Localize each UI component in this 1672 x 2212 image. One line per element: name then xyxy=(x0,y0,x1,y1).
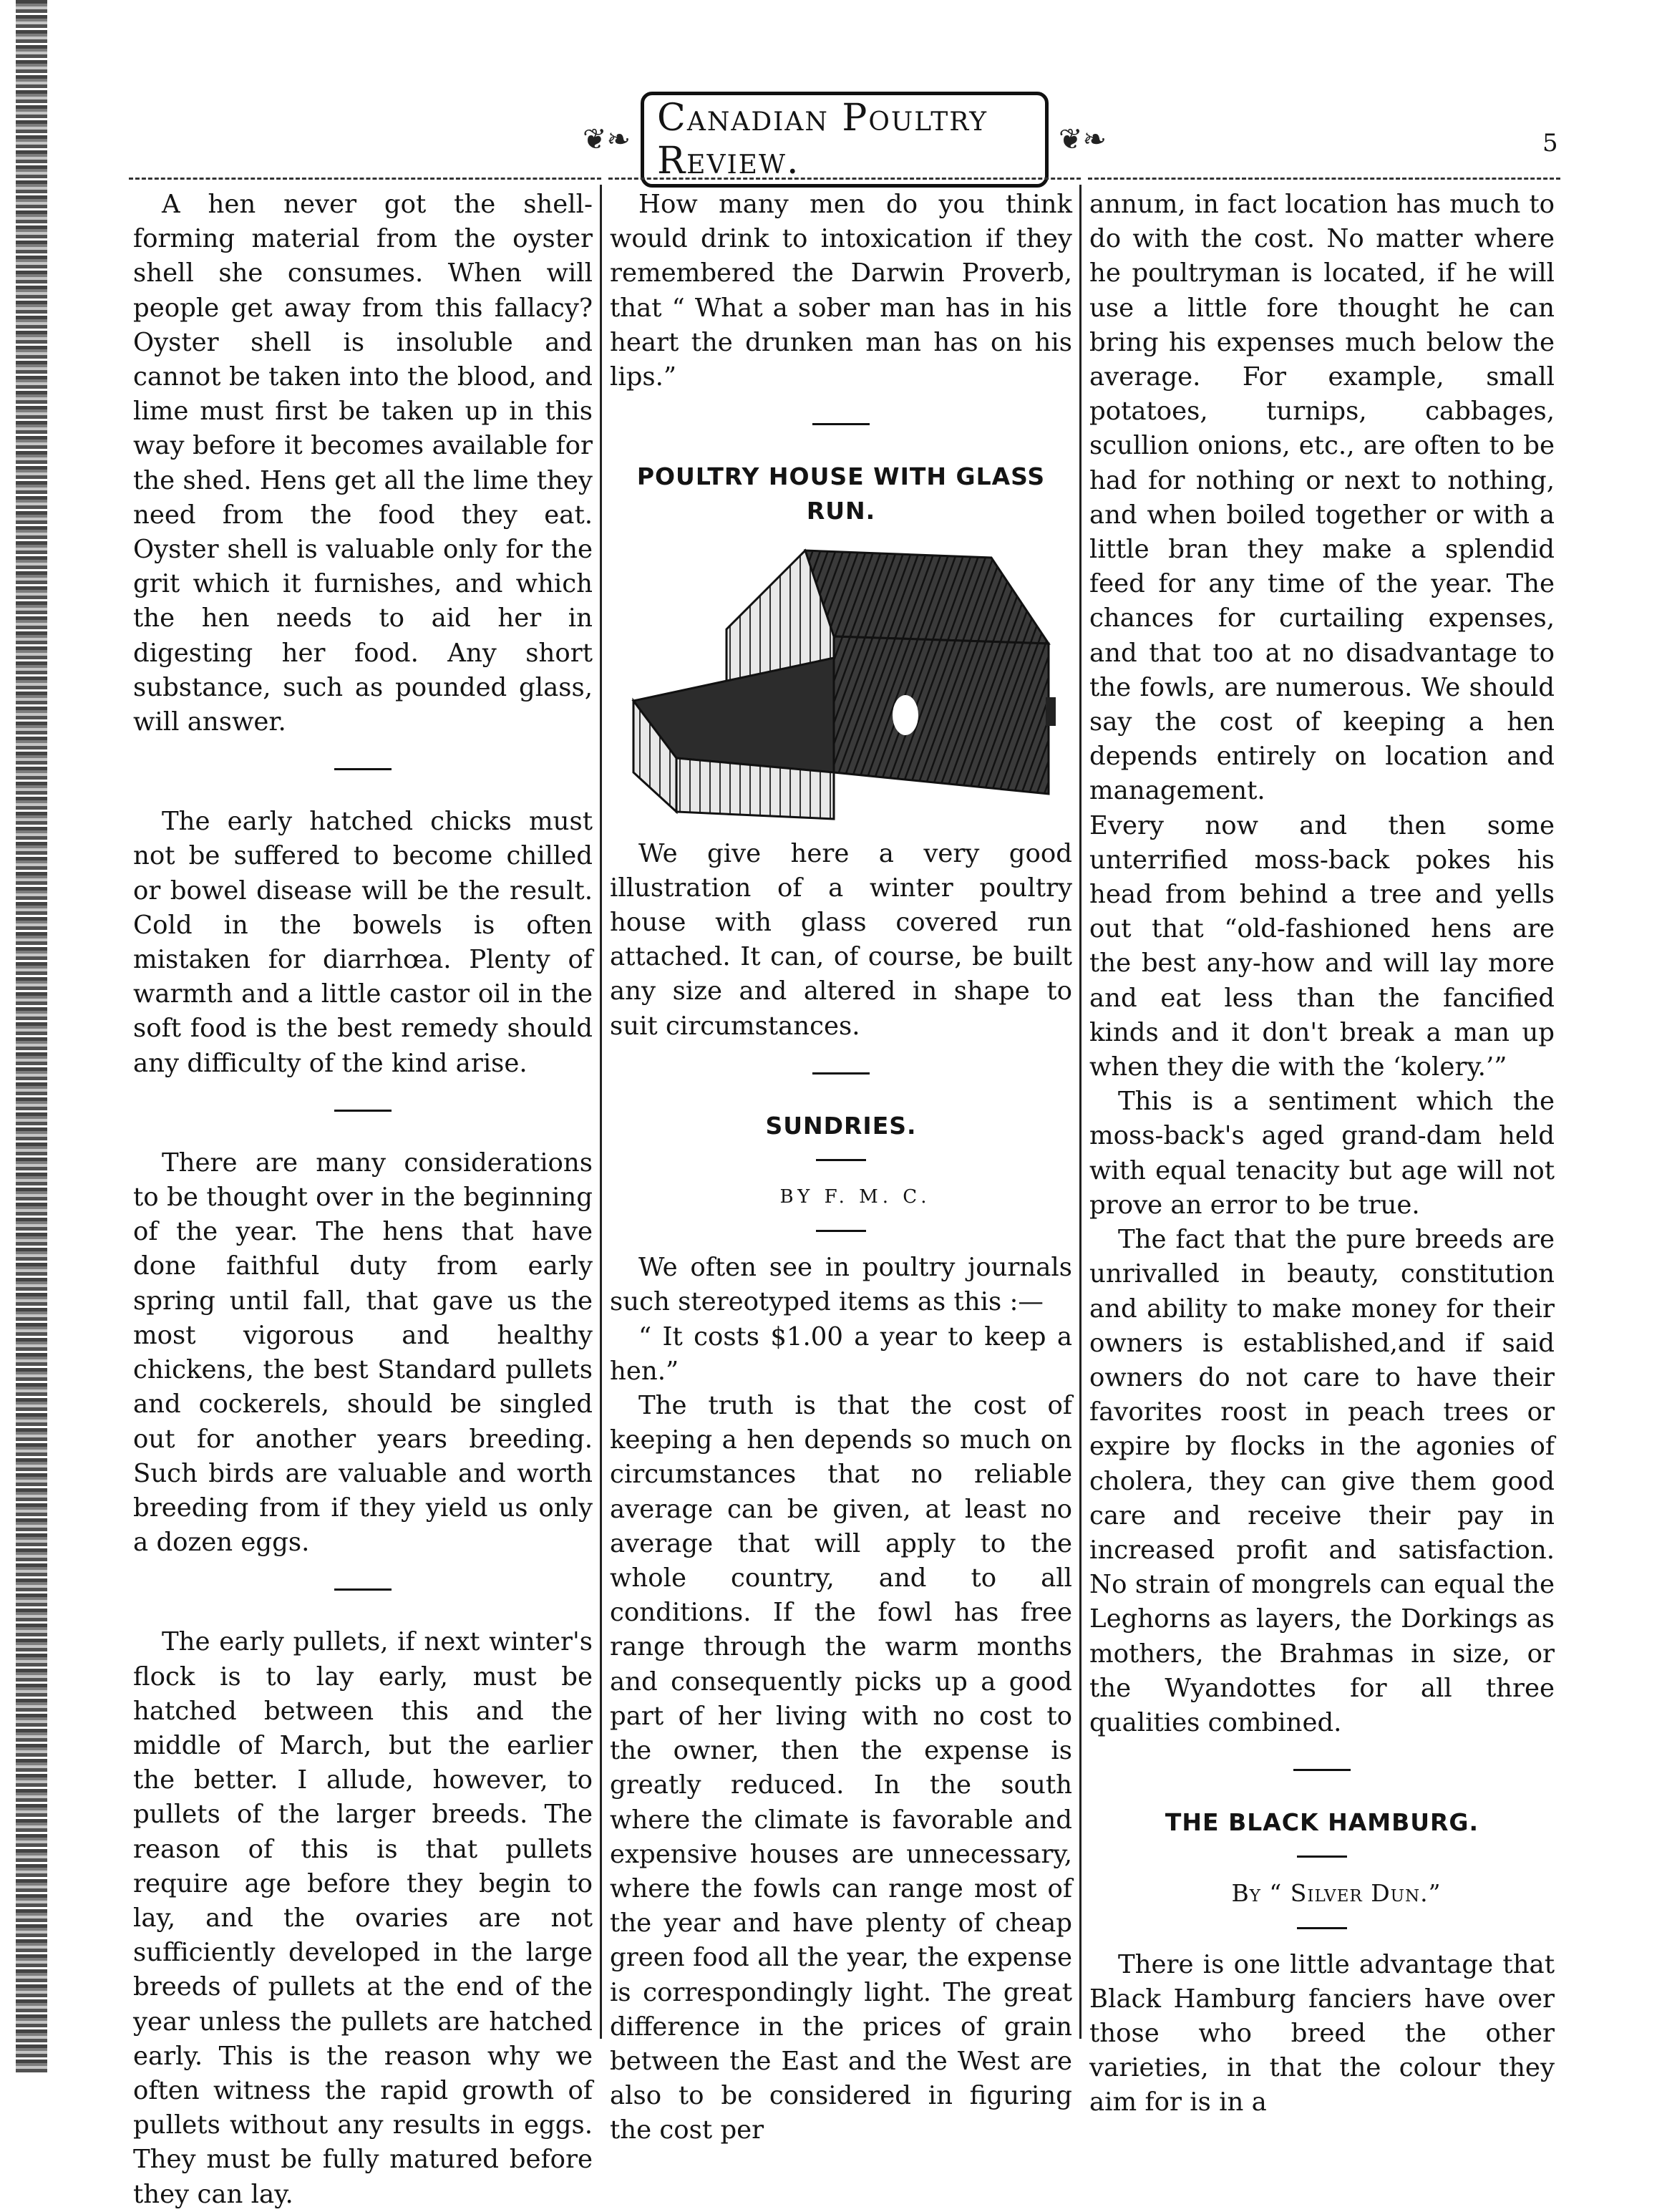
section-separator xyxy=(816,1230,866,1232)
section-separator xyxy=(816,1159,866,1161)
section-separator xyxy=(1297,1927,1347,1929)
paragraph-cost-of-keeping: The truth is that the cost of keeping a hen depends so much on circumstances that no reliable average can be given, at least no average that will apply to the whole country, and to all conditions. If the fowl has free range through the warm months and consequently picks up a good part of her living with no cost to the owner, then the expense is greatly reduced. In the south where the climate is favorable and expensive houses are unnecessary, where the fowls can range most of the year and have plenty of cheap green food all the year, the expense is correspondingly light. The great difference in the prices of grain between the East and the West are also to be considered in figuring the cost per xyxy=(610,1391,1072,2145)
paragraph-illustration-description: We give here a very good illustration of a winter poultry house with glass covered run attached. It can, of course, be built any size and altered in shape to suit circumstances. xyxy=(610,838,1072,1041)
section-separator xyxy=(812,1072,870,1075)
header-rule-right xyxy=(1088,178,1560,180)
ornament-left-icon: ❦❧ xyxy=(583,123,631,156)
quote-cost-of-hen: “ It costs $1.00 a year to keep a hen.” xyxy=(610,1321,1072,1386)
article-heading-black-hamburg: THE BLACK HAMBURG. xyxy=(1165,1808,1479,1837)
paragraph-darwin-proverb: How many men do you think would drink to intoxication if they remembered the Darwin Proverb, that “ What a sober man has in his heart the drunken man has on his lips.” xyxy=(610,190,1072,392)
header-rule-left xyxy=(129,178,601,180)
section-separator xyxy=(1297,1856,1347,1858)
paragraph-stereotyped-items: We often see in poultry journals such stereotyped items as this :— xyxy=(610,1253,1072,1317)
header-rule-middle xyxy=(608,178,1081,180)
poultry-house-illustration xyxy=(619,536,1063,823)
paragraph-oyster-shell: A hen never got the shell-forming material from the oyster shell she consumes. When will people get away from this fallacy? Oyster shell is insoluble and cannot be taken into the blood, and lime must first be taken up in this way before it becomes available for the shed. Hens get all the lime they need from the food they eat. Oyster shell is valuable only for the grit which it furnishes, and which the hen needs to aid her in digesting her food. Any short substance, such as pounded glass, will answer. xyxy=(133,190,593,737)
paragraph-black-hamburg: There is one little advantage that Black Hamburg fanciers have over those who breed the other varieties, in that the colour they aim for is in a xyxy=(1089,1949,1555,2118)
column-divider-1 xyxy=(600,185,602,2039)
section-separator xyxy=(1293,1769,1351,1771)
article-byline-fmc: BY F. M. C. xyxy=(779,1186,931,1208)
paragraph-moss-back: Every now and then some unterrified moss-back pokes his head from behind a tree and yells out that “old-fashioned hens are the best any-how and will lay more and eat less than the fancified kinds and it don't break a man up when they die with the ‘kolery.’” xyxy=(1089,810,1555,1082)
column-3 xyxy=(1089,188,1555,2120)
section-separator xyxy=(334,1110,392,1112)
page-binding-edge xyxy=(16,0,47,2075)
publication-title: Canadian Poultry Review. xyxy=(641,92,1049,188)
column-2 xyxy=(610,188,1072,2148)
section-separator xyxy=(812,423,870,425)
page-number: 5 xyxy=(1542,129,1558,157)
paragraph-considerations: There are many considerations to be thought over in the beginning of the year. The hens that have done faithful duty from early spring until fall, that gave us the most vigorous and healthy chickens, the best Standard pullets and cockerels, should be singled out for another years breeding. Such birds are valuable and worth breeding from if they yield us only a dozen eggs. xyxy=(133,1148,593,1558)
section-separator xyxy=(334,1588,392,1591)
article-byline-silver-dun: By “ Silver Dun.” xyxy=(1231,1879,1442,1908)
column-1 xyxy=(133,188,593,2212)
paragraph-early-chicks: The early hatched chicks must not be suffered to become chilled or bowel disease will be the result. Cold in the bowels is often mistaken for diarrhœa. Plenty of warmth and a little castor oil in the soft food is the best remedy should any difficulty of the kind arise. xyxy=(133,807,593,1078)
paragraph-sentiment: This is a sentiment which the moss-back's aged grand-dam held with equal tenacity but age will not prove an error to be true. xyxy=(1089,1087,1555,1220)
article-heading-poultry-house: POULTRY HOUSE WITH GLASS RUN. xyxy=(636,462,1046,525)
column-divider-2 xyxy=(1079,185,1082,2039)
article-heading-sundries: SUNDRIES. xyxy=(765,1111,917,1140)
masthead xyxy=(573,97,1117,183)
section-separator xyxy=(334,768,392,770)
paragraph-pure-breeds: The fact that the pure breeds are unrivalled in beauty, constitution and ability to make money for their owners is established,and if said owners do not care to have their favorites roost in peach trees or expire by flocks in the agonies of cholera, they can give them good care and receive their pay in increased profit and satisfaction. No strain of mongrels can equal the Leghorns as layers, the Dorkings as mothers, the Brahmas in size, or the Wyandottes for all three qualities combined. xyxy=(1089,1225,1555,1737)
ornament-right-icon: ❦❧ xyxy=(1058,123,1107,156)
paragraph-location-cost: annum, in fact location has much to do with the cost. No matter where he poultryman is located, if he will use a little fore thought he can bring his expenses much below the average. For example, small potatoes, turnips, cabbages, scullion onions, etc., are often to be had for nothing or next to nothing, and when boiled together or with a little bran they make a splendid feed for any time of the year. The chances for curtailing expenses, and that too at no disadvantage to the fowls, are numerous. We should say the cost of keeping a hen depends entirely on location and management. xyxy=(1089,190,1555,806)
paragraph-early-pullets: The early pullets, if next winter's flock is to lay early, must be hatched between this and the middle of March, but the earlier the better. I allude, however, to pullets of the larger breeds. The reason of this is that pullets require age before they begin to lay, and the ovaries are not sufficiently developed in the large breeds of pullets at the end of the year unless the pullets are hatched early. This is the reason why we often witness the rapid growth of pullets without any results in eggs. They must be fully matured before they can lay. xyxy=(133,1627,593,2209)
